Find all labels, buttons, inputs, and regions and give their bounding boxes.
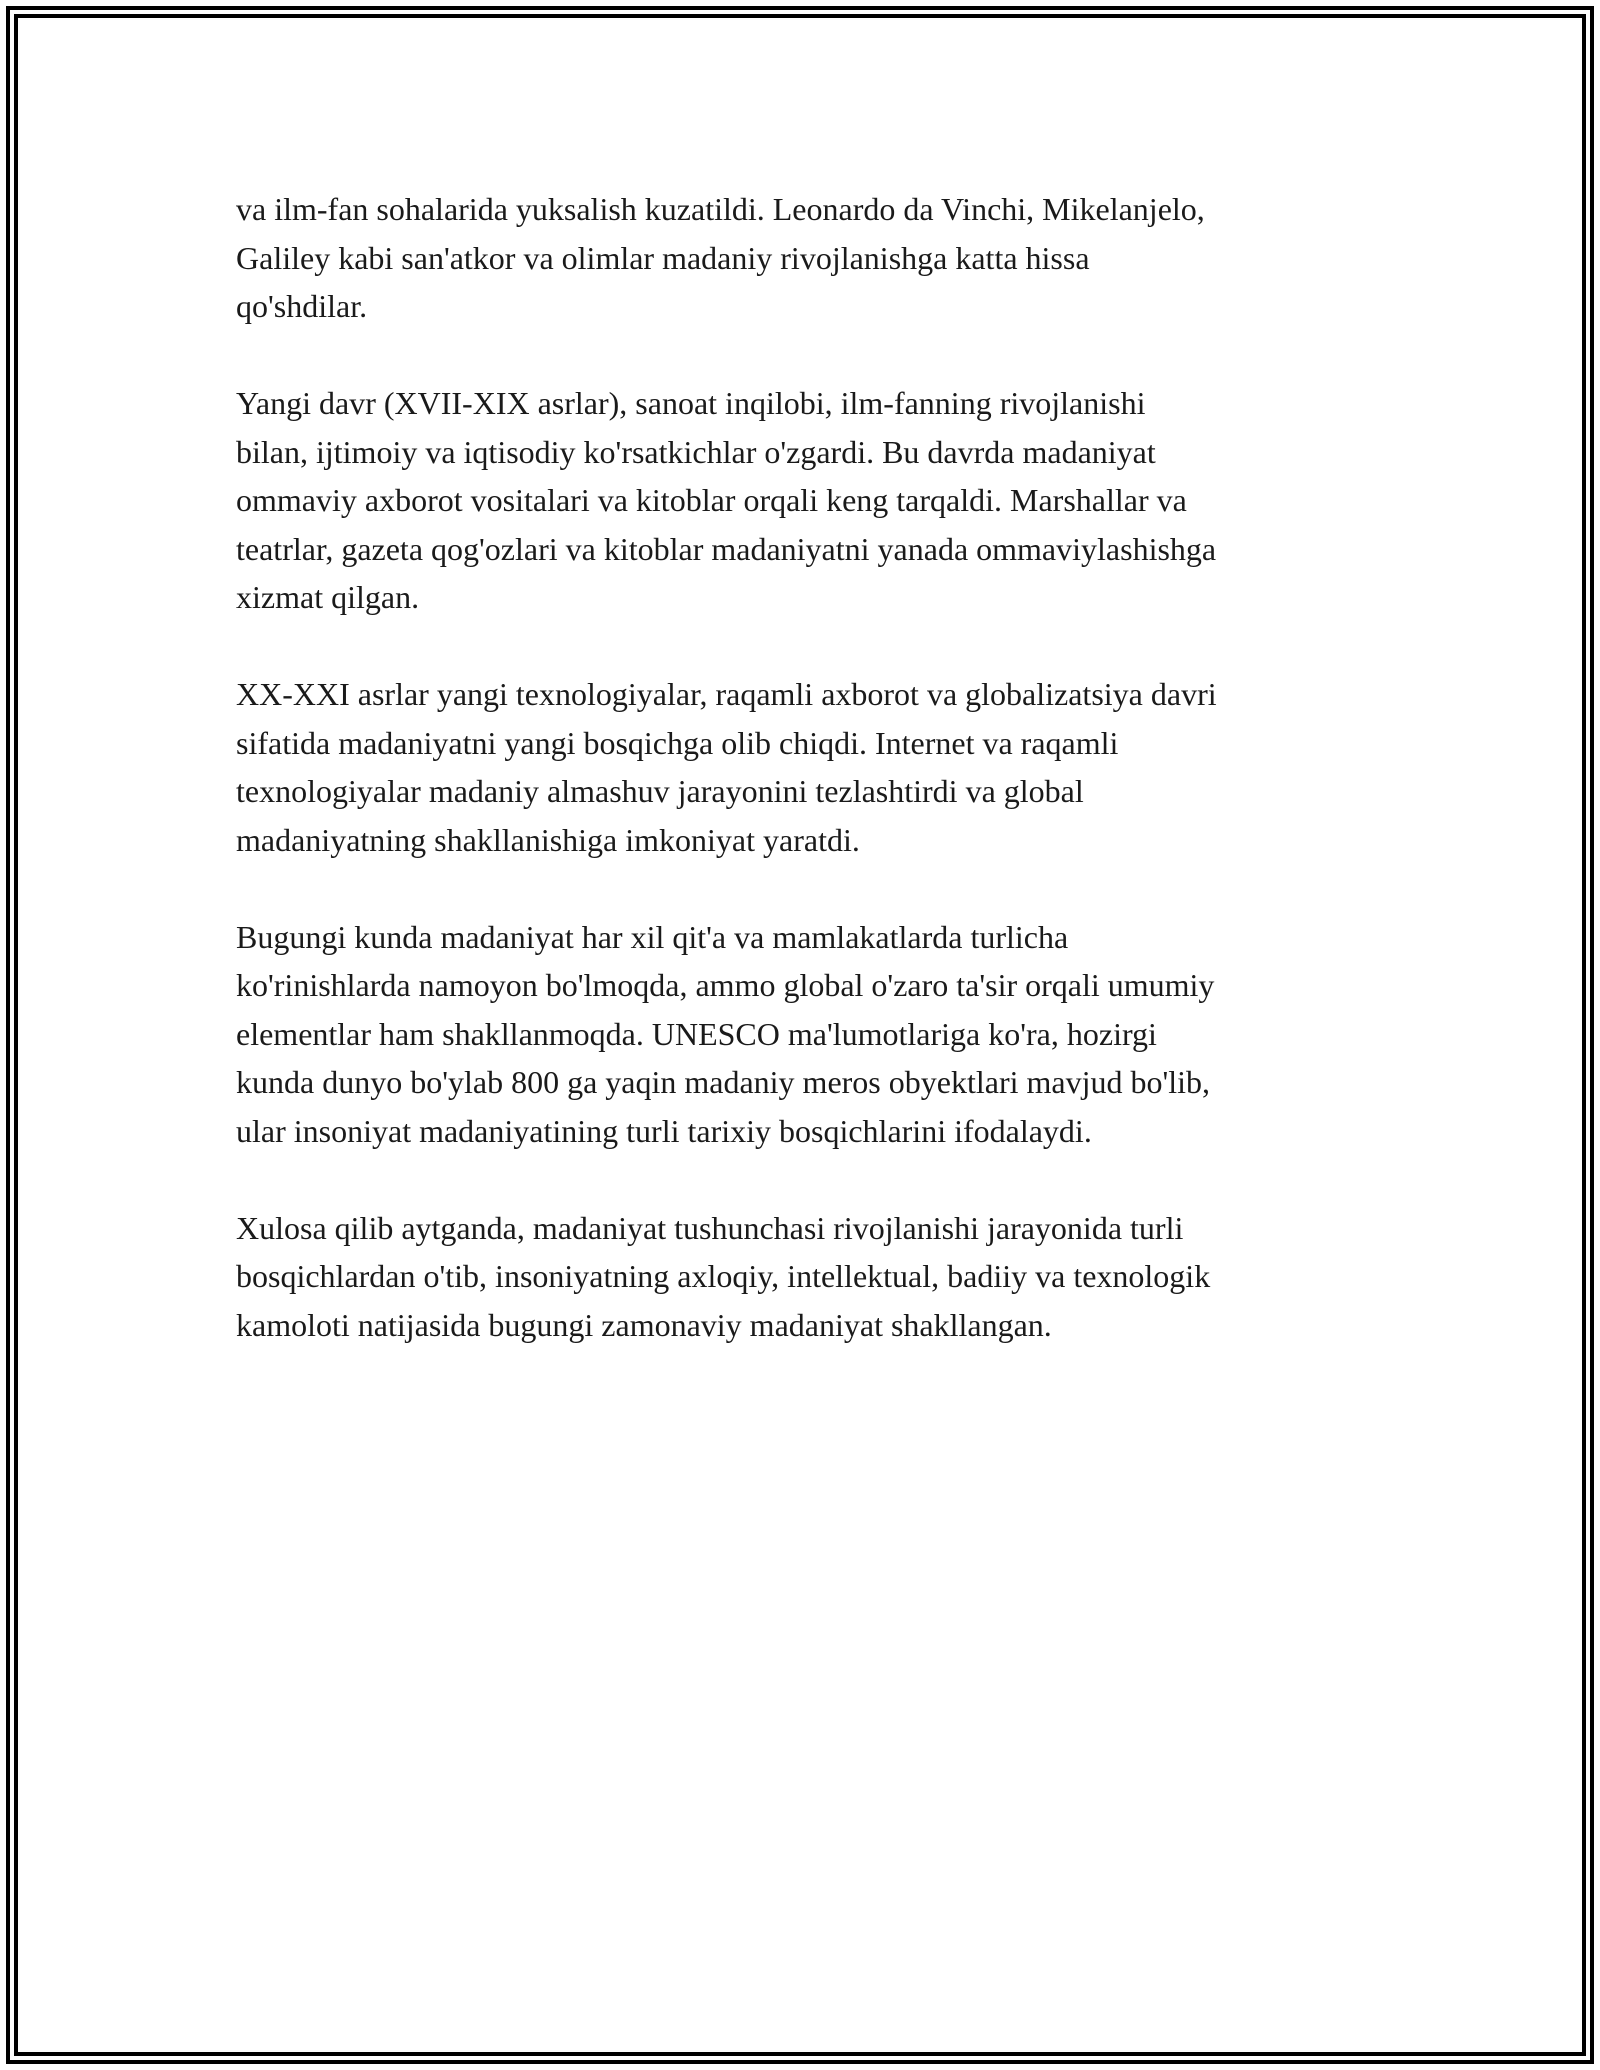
text-line: Yangi davr (XVII-XIX asrlar), sanoat inqilobi, ilm-fanning rivojlanishi xyxy=(236,385,1146,421)
paragraph-renaissance xyxy=(236,185,1366,331)
document-body xyxy=(236,185,1366,1398)
paragraph-modern-era xyxy=(236,379,1366,622)
text-line: teatrlar, gazeta qog'ozlari va kitoblar madaniyatni yanada ommaviylashishga xyxy=(236,530,1217,567)
text-line: bilan, ijtimoiy va iqtisodiy ko'rsatkichlar o'zgardi. Bu davrda madaniyat xyxy=(236,433,1156,470)
text-line: Bugungi kunda madaniyat har xil qit'a va mamlakatlarda turlicha xyxy=(236,918,1069,955)
text-line: elementlar ham shakllanmoqda. UNESCO ma'lumotlariga ko'ra, hozirgi xyxy=(236,1015,1157,1052)
text-line: Galiley kabi san'atkor va olimlar madaniy rivojlanishga katta hissa xyxy=(236,239,1090,276)
text-line: sifatida madaniyatni yangi bosqichga olib chiqdi. Internet va raqamli xyxy=(236,724,1119,761)
text-line: bosqichlardan o'tib, insoniyatning axloqiy, intellektual, badiiy va texnologik xyxy=(236,1258,1211,1294)
text-line: ko'rinishlarda namoyon bo'lmoqda, ammo global o'zaro ta'sir orqali umumiy xyxy=(236,967,1215,1003)
paragraph-conclusion xyxy=(236,1204,1366,1350)
text-line: texnologiyalar madaniy almashuv jarayonini tezlashtirdi va global xyxy=(236,773,1084,809)
text-line: xizmat qilgan. xyxy=(236,579,420,615)
text-line: kunda dunyo bo'ylab 800 ga yaqin madaniy meros obyektlari mavjud bo'lib, xyxy=(236,1064,1211,1100)
text-line: ommaviy axborot vositalari va kitoblar orqali keng tarqaldi. Marshallar va xyxy=(236,482,1187,518)
text-line: ular insoniyat madaniyatining turli tarixiy bosqichlarini ifodalaydi. xyxy=(236,1112,1092,1149)
text-line: Xulosa qilib aytganda, madaniyat tushunchasi rivojlanishi jarayonida turli xyxy=(236,1209,1184,1246)
text-line: qo'shdilar. xyxy=(236,288,368,324)
text-line: va ilm-fan sohalarida yuksalish kuzatildi. Leonardo da Vinchi, Mikelanjelo, xyxy=(236,191,1205,227)
text-line: XX-XXI asrlar yangi texnologiyalar, raqamli axborot va globalizatsiya davri xyxy=(236,676,1217,712)
paragraph-20-21-centuries xyxy=(236,670,1366,864)
text-line: madaniyatning shakllanishiga imkoniyat yaratdi. xyxy=(236,821,860,858)
paragraph-today xyxy=(236,913,1366,1156)
text-line: kamoloti natijasida bugungi zamonaviy madaniyat shakllangan. xyxy=(236,1306,1052,1343)
